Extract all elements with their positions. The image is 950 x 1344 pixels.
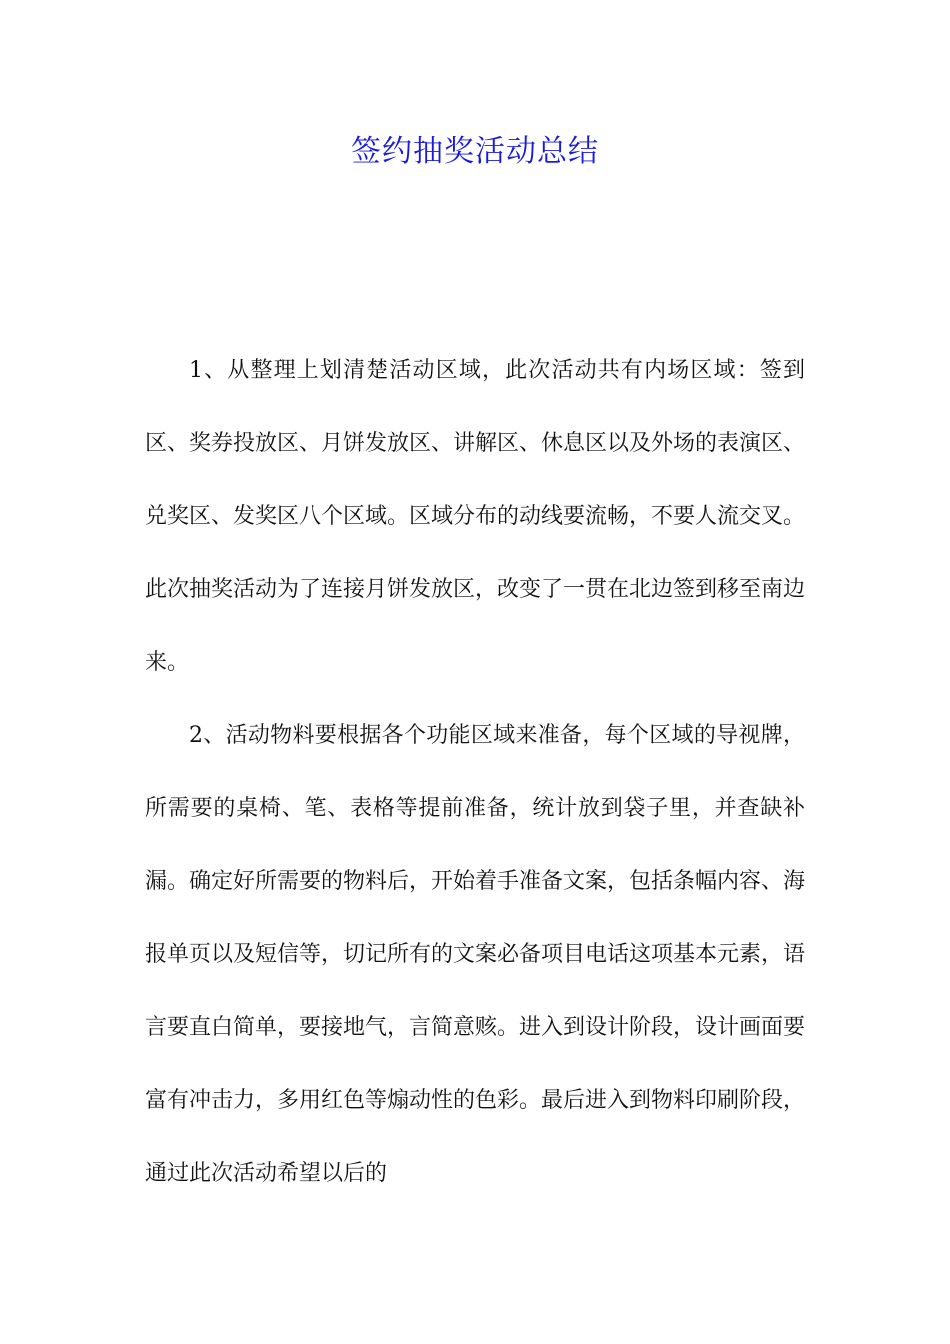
- paragraph-1: 1、从整理上划清楚活动区域，此次活动共有内场区域：签到区、奖券投放区、月饼发放区、讲解区、休息区以及外场的表演区、兑奖区、发奖区八个区域。区域分布的动线要流畅，不要人流交叉。此次抽奖活动为了连接月饼发放区，改变了一贯在北边签到移至南边来。: [145, 358, 806, 675]
- paragraph-2: 2、活动物料要根据各个功能区域来准备，每个区域的导视牌，所需要的桌椅、笔、表格等提前准备，统计放到袋子里，并查缺补漏。确定好所需要的物料后，开始着手准备文案，包括条幅内容、海报单页以及短信等，切记所有的文案必备项目电话这项基本元素，语言要直白简单，要接地气，言简意赅。进入到设计阶段，设计画面要富有冲击力，多用红色等煽动性的色彩。最后进入到物料印刷阶段，通过此次活动希望以后的: [145, 723, 806, 1186]
- document-title: 签约抽奖活动总结: [351, 134, 599, 169]
- document-body: [145, 334, 805, 1210]
